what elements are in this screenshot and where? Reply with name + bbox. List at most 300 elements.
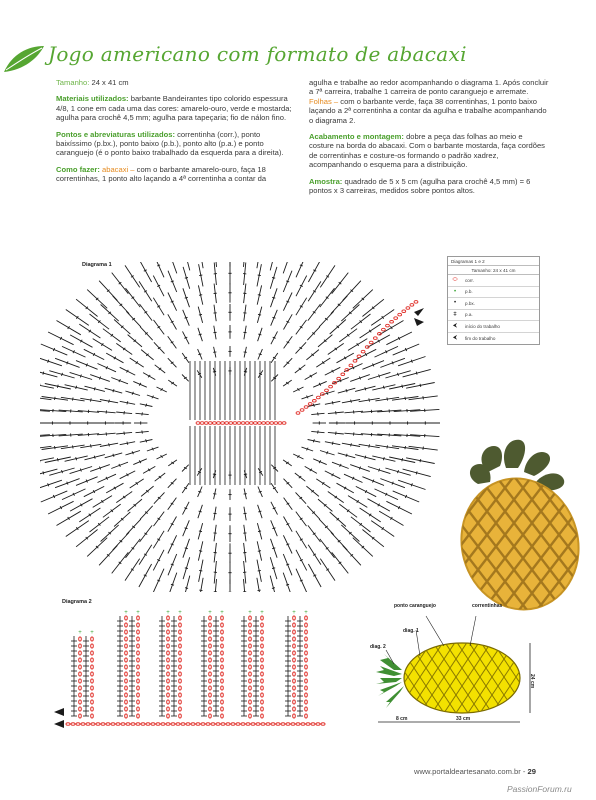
- chain-stitch: [179, 714, 182, 718]
- howto-text: com o barbante amarelo-ouro, faça 18 correntinhas, 1 ponto alto laçando a 4ª correntinha a contar da: [56, 164, 267, 184]
- chain-stitch: [221, 665, 224, 669]
- stitch-crossbar: [67, 482, 68, 485]
- chain-stitch: [291, 723, 295, 726]
- chain-stitch: [186, 723, 190, 726]
- legend-size: Tamanho: 24 x 41 cm: [448, 266, 539, 275]
- chain-stitch: [221, 700, 224, 704]
- stitch-crossbar: [157, 560, 160, 561]
- stitch-crossbar: [258, 531, 261, 532]
- chain-stitch: [146, 723, 150, 726]
- chain-stitch: [167, 623, 170, 627]
- stitch-mark: [40, 480, 62, 489]
- chain-stitch: [293, 616, 296, 620]
- stitch-crossbar: [318, 412, 319, 415]
- size-value: 24 x 41 cm: [91, 78, 129, 87]
- stitch-crossbar: [94, 456, 95, 459]
- chain-stitch: [221, 679, 224, 683]
- chain-stitch: [137, 672, 140, 676]
- stitch-crossbar: [185, 588, 188, 589]
- chain-stitch: [125, 693, 128, 697]
- chain-stitch: [91, 665, 94, 669]
- chain-stitch: [261, 658, 264, 662]
- chain-stitch: [241, 422, 245, 425]
- stitch-crossbar: [373, 364, 374, 367]
- chain-stitch: [281, 723, 285, 726]
- stitch-crossbar: [199, 570, 202, 571]
- chain-stitch: [304, 406, 308, 409]
- stitch-crossbar: [332, 442, 333, 445]
- chain-stitch: [261, 644, 264, 648]
- chain-stitch: [167, 686, 170, 690]
- stitch-crossbar: [80, 469, 81, 472]
- chain-stitch: [167, 630, 170, 634]
- chain-stitch: [293, 679, 296, 683]
- sample-text: quadrado de 5 x 5 cm (agulha para crochê 4,5 mm) = 6 pontos x 3 carreiras, medidos sobre pontos altos.: [309, 176, 531, 196]
- legend-label: p.a.: [465, 312, 473, 318]
- chain-stitch: [261, 723, 265, 726]
- scheme-dim-left: 8 cm: [396, 716, 408, 722]
- chain-stitch: [249, 623, 252, 627]
- stitch-crossbar: [157, 580, 160, 581]
- chain-stitch: [246, 723, 250, 726]
- diagram2-label: Diagrama 2: [62, 599, 92, 605]
- chain-stitch: [390, 321, 394, 324]
- chain-stitch: [179, 658, 182, 662]
- chain-stitch: [305, 651, 308, 655]
- stitch-crossbar: [272, 548, 275, 549]
- stitch-crossbar: [369, 398, 370, 401]
- chain-stitch: [414, 301, 418, 304]
- size-label: Tamanho:: [56, 78, 90, 87]
- chain-stitch: [293, 658, 296, 662]
- chain-stitch: [91, 700, 94, 704]
- chain-stitch: [79, 658, 82, 662]
- chain-stitch: [245, 422, 249, 425]
- chain-stitch: [156, 723, 160, 726]
- finish-label: Acabamento e montagem:: [309, 132, 404, 142]
- chain-stitch: [179, 672, 182, 676]
- stitch-crossbar: [76, 457, 77, 460]
- stitch-crossbar: [199, 314, 202, 315]
- chain-stitch: [249, 637, 252, 641]
- stitch-crossbar: [171, 301, 174, 302]
- stitch-crossbar: [351, 400, 352, 403]
- stitch-mark: [40, 369, 57, 377]
- chain-stitch: [305, 707, 308, 711]
- chain-stitch: [126, 723, 130, 726]
- stitch-crossbar: [259, 374, 262, 375]
- chain-stitch: [137, 623, 140, 627]
- chain-stitch: [179, 616, 182, 620]
- stitch-crossbar: [273, 337, 276, 338]
- chain-stitch: [121, 723, 125, 726]
- chain-stitch: [221, 723, 225, 726]
- chain-stitch: [91, 672, 94, 676]
- stitch-crossbar: [73, 398, 74, 401]
- chain-stitch: [125, 658, 128, 662]
- stitch-crossbar: [379, 375, 380, 378]
- legend-symbol-icon: ⮜: [452, 334, 458, 341]
- chain-stitch: [161, 723, 165, 726]
- legend-row: [448, 275, 539, 287]
- chain-stitch: [249, 686, 252, 690]
- stitch-crossbar: [198, 471, 201, 472]
- stitch-crossbar: [286, 564, 289, 565]
- single-crochet-mark: +: [166, 610, 170, 616]
- stitch-crossbar: [171, 503, 174, 504]
- stitch-crossbar: [53, 348, 54, 351]
- chain-stitch: [249, 651, 252, 655]
- stitch-crossbar: [171, 342, 174, 343]
- chain-stitch: [125, 637, 128, 641]
- stitch-crossbar: [142, 431, 143, 434]
- stitch-crossbar: [171, 524, 174, 525]
- chain-stitch: [282, 422, 286, 425]
- stitch-crossbar: [57, 458, 58, 461]
- stitch-crossbar: [199, 334, 202, 335]
- lattice-line: [534, 632, 546, 722]
- stitch-crossbar: [213, 371, 216, 372]
- chain-stitch: [293, 693, 296, 697]
- chain-stitch: [249, 665, 252, 669]
- assembly-scheme: [350, 612, 546, 734]
- chain-stitch: [251, 723, 255, 726]
- stitch-crossbar: [184, 508, 187, 509]
- stitch-crossbar: [86, 364, 87, 367]
- stitch-crossbar: [91, 398, 92, 401]
- chain-stitch: [125, 651, 128, 655]
- stitch-crossbar: [402, 458, 403, 461]
- chain-stitch: [293, 651, 296, 655]
- materials-text: barbante Bandeirantes tipo colorido espessura 4/8, 1 cone em cada uma das cores: amarelo-ouro, verde e mostarda; agulha para crochê 4,5 mm; agulha para tapeçaria; fio de nálon fino.: [56, 94, 292, 123]
- chain-stitch: [116, 723, 120, 726]
- chain-stitch: [258, 422, 262, 425]
- legend-label: fim do trabalho: [465, 335, 496, 341]
- stitch-crossbar: [359, 467, 360, 470]
- stitch-crossbar: [124, 411, 125, 414]
- chain-stitch: [361, 350, 365, 353]
- stitch-crossbar: [258, 570, 261, 571]
- continuation-paragraph: [309, 78, 549, 125]
- chain-stitch: [125, 616, 128, 620]
- right-column: [309, 78, 549, 202]
- legend-symbol-icon: ⬭: [452, 276, 458, 283]
- stitch-crossbar: [286, 321, 289, 322]
- chain-stitch: [221, 672, 224, 676]
- chain-stitch: [167, 714, 170, 718]
- chain-stitch: [237, 422, 241, 425]
- diagram1-label: Diagrama 1: [82, 262, 112, 268]
- chain-stitch: [79, 672, 82, 676]
- stitch-crossbar: [402, 385, 403, 388]
- legend-symbol-icon: •: [453, 300, 457, 307]
- chain-stitch: [179, 707, 182, 711]
- stitch-mark: [153, 262, 164, 277]
- chain-stitch: [249, 630, 252, 634]
- lattice-line: [448, 432, 458, 614]
- chain-stitch: [209, 679, 212, 683]
- chain-stitch: [261, 616, 264, 620]
- chain-stitch: [179, 630, 182, 634]
- chain-stitch: [402, 310, 406, 313]
- stitch-crossbar: [157, 285, 160, 286]
- stitch-crossbar: [91, 444, 92, 447]
- start-arrow-icon: [414, 308, 424, 316]
- chain-stitch: [386, 324, 390, 327]
- lattice-line: [588, 432, 594, 614]
- chain-stitch: [137, 707, 140, 711]
- chain-stitch: [167, 679, 170, 683]
- sample-paragraph: [309, 177, 549, 196]
- scheme-leaves-icon: [376, 654, 404, 708]
- chain-stitch: [305, 700, 308, 704]
- end-arrow-icon: [414, 318, 424, 326]
- chain-stitch: [137, 630, 140, 634]
- scheme-label-crab: ponto caranguejo: [394, 603, 436, 609]
- stitch-crossbar: [184, 488, 187, 489]
- chain-stitch: [206, 723, 210, 726]
- chain-stitch: [167, 616, 170, 620]
- chain-stitch: [349, 364, 353, 367]
- stitch-mark: [296, 262, 307, 277]
- leaves-text: com o barbante verde, faça 38 correntinhas, 1 ponto baixo laçando a 2ª correntinha a contar da agulha e trabalhe acompanhando o diagrama 2.: [309, 96, 547, 125]
- finish-text: dobre a peça das folhas ao meio e costure na borda do abacaxi. Com o barbante mostarda, faça cordões de correntinhas e costure-os formando o padrão xadrez, acompanhando o esquema para a distribuição.: [309, 132, 545, 170]
- chain-stitch: [91, 707, 94, 711]
- chain-stitch: [131, 723, 135, 726]
- chain-stitch: [167, 672, 170, 676]
- footer-site-link[interactable]: www.portaldeartesanato.com.br: [414, 767, 521, 776]
- chain-stitch: [261, 679, 264, 683]
- chain-stitch: [261, 686, 264, 690]
- scheme-label-diag2: diag. 2: [370, 644, 386, 650]
- chain-stitch: [125, 686, 128, 690]
- stitch-crossbar: [273, 488, 276, 489]
- stitch-crossbar: [405, 495, 406, 498]
- chain-stitch: [262, 422, 266, 425]
- chain-stitch: [91, 679, 94, 683]
- chain-stitch: [79, 700, 82, 704]
- diagram2-chart: [52, 606, 332, 736]
- end-arrow-icon: [54, 708, 64, 716]
- chain-stitch: [125, 623, 128, 627]
- stitch-crossbar: [185, 278, 188, 279]
- stitch-crossbar: [420, 459, 421, 462]
- chain-stitch: [179, 665, 182, 669]
- chain-stitch: [204, 422, 208, 425]
- chain-stitch: [137, 714, 140, 718]
- chain-stitch: [274, 422, 278, 425]
- stitch-crossbar: [109, 400, 110, 403]
- chain-stitch: [209, 630, 212, 634]
- stitch-mark: [168, 262, 177, 273]
- chain-stitch: [167, 658, 170, 662]
- stitch-crossbar: [365, 456, 366, 459]
- chain-stitch: [167, 665, 170, 669]
- chain-stitch: [71, 723, 75, 726]
- stitches-label: Pontos e abreviaturas utilizados:: [56, 129, 175, 139]
- chain-stitch: [293, 714, 296, 718]
- chain-stitch: [167, 693, 170, 697]
- chain-stitch: [91, 651, 94, 655]
- stitch-crossbar: [300, 560, 303, 561]
- chain-stitch: [221, 422, 225, 425]
- single-crochet-mark: +: [260, 610, 264, 616]
- stitch-crossbar: [286, 524, 289, 525]
- legend-row: [448, 287, 539, 299]
- stitch-crossbar: [387, 445, 388, 448]
- chain-stitch: [179, 700, 182, 704]
- stitch-crossbar: [67, 361, 68, 364]
- chain-stitch: [305, 665, 308, 669]
- chain-stitch: [179, 686, 182, 690]
- stitch-crossbar: [327, 451, 328, 454]
- chain-stitch: [305, 623, 308, 627]
- stitch-crossbar: [185, 297, 188, 298]
- stitch-crossbar: [387, 398, 388, 401]
- stitch-crossbar: [124, 432, 125, 435]
- chain-stitch: [91, 637, 94, 641]
- stitch-crossbar: [258, 511, 261, 512]
- single-crochet-mark: +: [178, 610, 182, 616]
- chain-stitch: [305, 658, 308, 662]
- chain-stitch: [261, 637, 264, 641]
- stitch-crossbar: [184, 337, 187, 338]
- stitch-crossbar: [272, 317, 275, 318]
- stitch-crossbar: [379, 469, 380, 472]
- chain-stitch: [79, 707, 82, 711]
- chain-stitch: [249, 700, 252, 704]
- chain-stitch: [179, 637, 182, 641]
- chain-stitch: [276, 723, 280, 726]
- chain-stitch: [300, 409, 304, 412]
- chain-stitch: [167, 700, 170, 704]
- chain-stitch: [261, 700, 264, 704]
- stitch-crossbar: [55, 446, 56, 449]
- stitch-crossbar: [369, 444, 370, 447]
- chain-stitch: [209, 707, 212, 711]
- chain-stitch: [261, 665, 264, 669]
- chain-stitch: [201, 723, 205, 726]
- finish-paragraph: [309, 132, 549, 170]
- chain-stitch: [125, 714, 128, 718]
- chain-stitch: [125, 644, 128, 648]
- stitch-crossbar: [336, 411, 337, 414]
- chain-stitch: [306, 723, 310, 726]
- stitch-crossbar: [272, 297, 275, 298]
- single-crochet-mark: +: [208, 610, 212, 616]
- chain-stitch: [293, 637, 296, 641]
- chain-spiral: [296, 301, 418, 415]
- stitch-crossbar: [259, 491, 262, 492]
- chain-stitch: [410, 304, 414, 307]
- pointer-crab-line: [426, 616, 444, 646]
- legend-rows: [448, 275, 539, 344]
- stitch-crossbar: [73, 445, 74, 448]
- stitch-crossbar: [405, 397, 406, 400]
- chain-stitch: [167, 651, 170, 655]
- stitch-crossbar: [199, 275, 202, 276]
- stitch-crossbar: [287, 503, 290, 504]
- chain-stitch: [181, 723, 185, 726]
- stitch-crossbar: [146, 404, 147, 407]
- chain-stitch: [125, 665, 128, 669]
- foundation-chain: [196, 422, 286, 425]
- legend-label: corr.: [465, 277, 474, 283]
- lattice-line: [448, 432, 458, 614]
- footer-separator: -: [520, 767, 528, 776]
- stitch-crossbar: [313, 404, 314, 407]
- stitch-crossbar: [258, 334, 261, 335]
- scheme-dim-bottom: 33 cm: [456, 716, 471, 722]
- chain-stitch: [125, 679, 128, 683]
- chain-stitch: [231, 723, 235, 726]
- chain-stitch: [249, 422, 253, 425]
- stitch-crossbar: [199, 295, 202, 296]
- chain-stitch: [394, 317, 398, 320]
- stitch-crossbar: [199, 551, 202, 552]
- stitch-crossbar: [346, 389, 347, 392]
- single-crochet-mark: +: [292, 610, 296, 616]
- stitch-crossbar: [48, 360, 49, 363]
- pointer-chain-line: [470, 616, 476, 646]
- chain-stitch: [241, 723, 245, 726]
- stitch-crossbar: [359, 377, 360, 380]
- stitch-crossbar: [127, 442, 128, 445]
- stitch-crossbar: [199, 531, 202, 532]
- chain-stitch: [209, 693, 212, 697]
- chain-stitch: [111, 723, 115, 726]
- chain-stitch: [91, 644, 94, 648]
- chain-stitch: [209, 665, 212, 669]
- chain-stitch: [293, 644, 296, 648]
- stitch-crossbar: [286, 301, 289, 302]
- chain-stitch: [167, 644, 170, 648]
- chain-stitch: [229, 422, 233, 425]
- stitch-crossbar: [171, 544, 174, 545]
- chain-stitch: [91, 693, 94, 697]
- stitch-crossbar: [272, 568, 275, 569]
- stitch-crossbar: [423, 447, 424, 450]
- stitch-crossbar: [157, 265, 160, 266]
- leaves-part: Folhas –: [309, 96, 339, 106]
- chain-stitch: [301, 723, 305, 726]
- stitch-crossbar: [213, 474, 216, 475]
- stitch-mark: [283, 262, 292, 273]
- stitch-crossbar: [416, 471, 417, 474]
- chain-stitch: [137, 693, 140, 697]
- materials-label: Materiais utilizados:: [56, 94, 129, 104]
- stitch-crossbar: [313, 439, 314, 442]
- chain-stitch: [79, 644, 82, 648]
- stitch-crossbar: [392, 482, 393, 485]
- stitch-crossbar: [332, 401, 333, 404]
- pineapple-photo: [448, 432, 594, 614]
- chain-stitch: [278, 422, 282, 425]
- stitch-crossbar: [244, 371, 247, 372]
- chain-stitch: [216, 723, 220, 726]
- chain-stitch: [357, 355, 361, 358]
- stitch-crossbar: [416, 372, 417, 375]
- chain-stitch: [125, 630, 128, 634]
- stitch-crossbar: [420, 384, 421, 387]
- chain-stitch: [249, 672, 252, 676]
- chain-stitch: [137, 665, 140, 669]
- chain-stitch: [137, 651, 140, 655]
- chain-stitch: [76, 723, 80, 726]
- chain-stitch: [261, 693, 264, 697]
- chain-stitch: [221, 630, 224, 634]
- howto-label: Como fazer:: [56, 164, 100, 174]
